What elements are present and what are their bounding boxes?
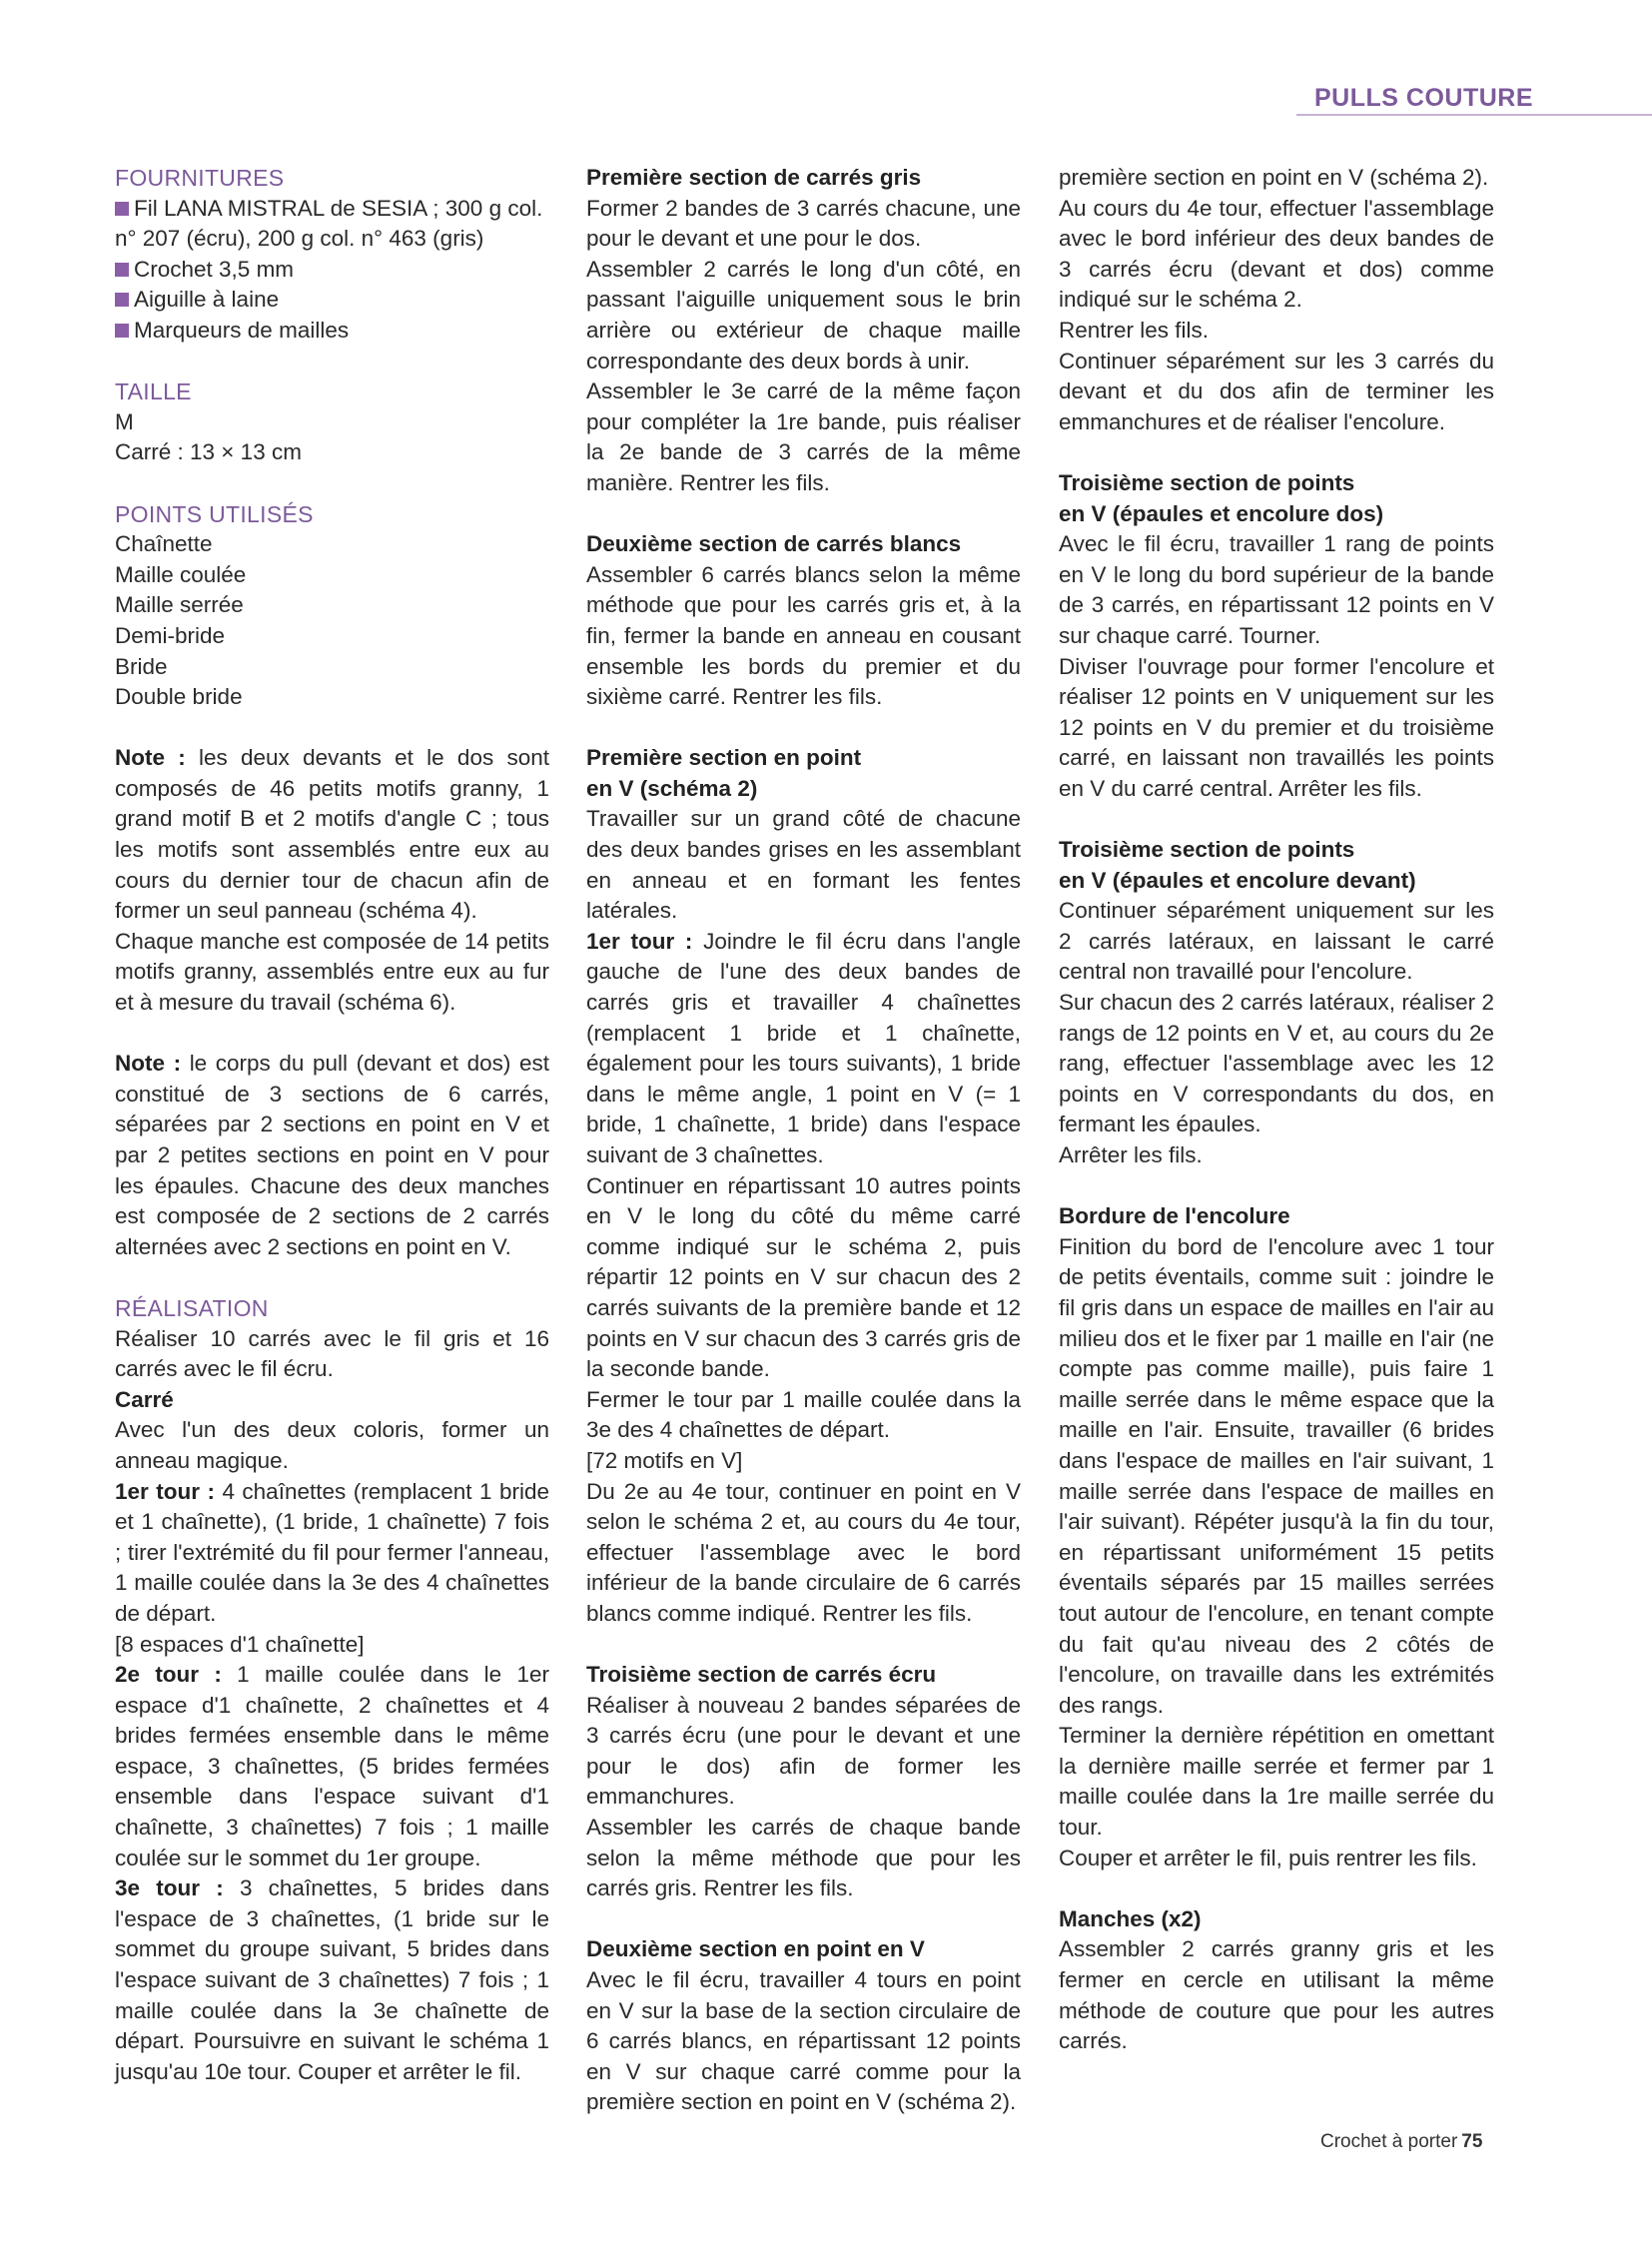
section-heading: en V (épaules et encolure devant) [1059,867,1416,893]
square-bullet-icon [115,202,129,216]
column-3 [1059,163,1494,2057]
tour-text: 1 maille coulée dans le 1er espace d'1 chaînette, 2 chaînettes et 4 brides fermées ensemble dans le même espace, 3 chaînettes, (5 brides fermées ensemble dans l'espace suivant d'1 chaînette, 3 chaînettes) 7 fois ; 1 maille coulée sur le sommet du 1er groupe. [115,1662,549,1870]
paragraph: Assembler les carrés de chaque bande selon la même méthode que pour les carrés gris. Rentrer les fils. [586,1815,1021,1901]
paragraph: Assembler 2 carrés granny gris et les fermer en cercle en utilisant la même méthode de couture que pour les autres carrés. [1059,1936,1494,2054]
point-item: Bride [115,653,168,679]
paragraph: Continuer en répartissant 10 autres points en V le long du côté du même carré comme indiqué sur le schéma 2, puis répartir 12 points en V sur chacun des 2 carrés suivants de la première bande et 12 points en V sur chacun des 3 carrés gris de la seconde bande. [586,1172,1021,1382]
paragraph: Arrêter les fils. [1059,1142,1203,1167]
paragraph: Continuer séparément sur les 3 carrés du devant et du dos afin de terminer les emmanchures et de réaliser l'encolure. [1059,348,1494,434]
tour-text: 3 chaînettes, 5 brides dans l'espace de 3 chaînettes, (1 bride sur le sommet du groupe suivant, 5 brides dans l'espace suivant de 3 chaînettes) 7 fois ; 1 maille coulée dans la 3e chaînette de départ. Poursuivre en suivant le schéma 1 jusqu'au 10e tour. Couper et arrêter le fil. [115,1875,549,2084]
paragraph: Sur chacun des 2 carrés latéraux, réaliser 2 rangs de 12 points en V et, au cours du 2e rang, effectuer l'assemblage avec les 12 points en V correspondants du dos, en fermant les épaules. [1059,990,1494,1137]
premiere-gris-section [586,163,1021,499]
section-heading: en V (épaules et encolure dos) [1059,500,1384,526]
section-heading: Troisième section de carrés écru [586,1662,937,1688]
paragraph: Travailler sur un grand côté de chacune des deux bandes grises en les assemblant en anneau et en formant les fentes latérales. [586,806,1021,924]
header-rule [1296,114,1652,116]
deuxieme-v-section-continued [1059,163,1494,437]
paragraph: Diviser l'ouvrage pour former l'encolure et réaliser 12 points en V uniquement sur les 12 points en V du premier et du troisième carré, en laissant non travaillés les points en V du carré central. Arrêter les fils. [1059,653,1494,801]
realisation-title: RÉALISATION [115,1294,269,1321]
count: [72 motifs en V] [586,1447,743,1473]
paragraph: Avec le fil écru, travailler 4 tours en point en V sur la base de la section circulaire de 6 carrés blancs, en répartissant 12 points en V sur chaque carré comme pour la première section en point en V (schéma 2). [586,1967,1021,2115]
paragraph: Du 2e au 4e tour, continuer en point en V selon le schéma 2 et, au cours du 4e tour, effectuer l'assemblage avec le bord inférieur de la bande circulaire de 6 carrés blancs comme indiqué. Rentrer les fils. [586,1478,1021,1626]
paragraph: Terminer la dernière répétition en omettant la dernière maille serrée et fermer par 1 maille coulée dans la 1re maille serrée du tour. [1059,1723,1494,1841]
paragraph: Former 2 bandes de 3 carrés chacune, une pour le devant et une pour le dos. [586,195,1021,252]
page-number: 75 [1461,2131,1483,2152]
fournitures-title: FOURNITURES [115,165,285,191]
tour-label: 2e tour : [115,1662,222,1688]
paragraph: Continuer séparément uniquement sur les 2 carrés latéraux, en laissant le carré central non travaillé pour l'encolure. [1059,898,1494,985]
paragraph: Au cours du 4e tour, effectuer l'assemblage avec le bord inférieur des deux bandes de 3 carrés écru (devant et dos) comme indiqué sur le schéma 2. [1059,195,1494,313]
bordure-section [1059,1201,1494,1873]
carre-title: Carré [115,1386,174,1412]
deuxieme-v-section-start [586,1934,1021,2115]
section-header: PULLS COUTURE [1314,84,1533,112]
taille-line: M [115,408,134,434]
point-item: Double bride [115,684,243,710]
fourniture-item: Marqueurs de mailles [115,316,549,347]
paragraph: Avec le fil écru, travailler 1 rang de points en V le long du bord supérieur de la bande de 3 carrés, en répartissant 12 points en V sur chaque carré. Tourner. [1059,531,1494,648]
square-bullet-icon [115,293,129,307]
note-label: Note : [115,745,186,771]
section-heading: Troisième section de points [1059,469,1355,495]
tour-label: 1er tour : [586,928,693,954]
point-item: Demi-bride [115,622,226,648]
paragraph: Rentrer les fils. [1059,317,1210,343]
paragraph-continued: première section en point en V (schéma 2). [1059,165,1489,190]
manches-section [1059,1904,1494,2057]
fourniture-item: Crochet 3,5 mm [115,255,549,286]
carre-intro: Avec l'un des deux coloris, former un anneau magique. [115,1417,549,1473]
paragraph: Assembler 2 carrés le long d'un côté, en passant l'aiguille uniquement sous le brin arrière ou extérieur de chaque maille correspondante des deux bords à unir. [586,256,1021,374]
square-bullet-icon [115,263,129,277]
premiere-v-section [586,743,1021,1629]
section-heading: Deuxième section en point en V [586,1936,925,1962]
paragraph: Réaliser à nouveau 2 bandes séparées de 3 carrés écru (une pour le devant et une pour le dos) afin de former les emmanchures. [586,1692,1021,1810]
section-heading: Bordure de l'encolure [1059,1203,1290,1229]
tour-text: Joindre le fil écru dans l'angle gauche de l'une des deux bandes de carrés gris et travailler 4 chaînettes (remplacent 1 bride et 1 chaînette, également pour les tours suivants), 1 bride dans le même angle, 1 point en V (= 1 bride, 1 chaînette, 1 bride) dans l'espace suivant de 3 chaînettes. [586,928,1021,1167]
point-item: Maille serrée [115,592,244,618]
fourniture-item: Fil LANA MISTRAL de SESIA ; 300 g col. n° 207 (écru), 200 g col. n° 463 (gris) [115,195,543,252]
note-2 [115,1049,549,1262]
fournitures-section [115,163,549,347]
points-section [115,499,549,713]
paragraph: Finition du bord de l'encolure avec 1 tour de petits éventails, comme suit : joindre le fil gris dans un espace de mailles en l'air au milieu dos et le fixer par 1 maille en l'air (ne compte pas comme maille), puis faire 1 maille serrée dans le même espace que la maille en l'air. Ensuite, travailler (6 brides dans l'espace de mailles en l'air suivant, 1 maille serrée dans l'espace de mailles en l'air suivant). Répéter jusqu'à la fin du tour, en répartissant uniformément 15 petits éventails séparés par 15 mailles serrées tout autour de l'encolure, en tenant compte du fait qu'au niveau des 2 côtés de l'encolure, on travaille dans les extrémités des rangs. [1059,1233,1494,1718]
section-heading: Troisième section de points [1059,837,1355,863]
fourniture-item: Aiguille à laine [115,285,549,316]
paragraph: Fermer le tour par 1 maille coulée dans la 3e des 4 chaînettes de départ. [586,1386,1021,1443]
points-title: POINTS UTILISÉS [115,500,314,527]
tour-label: 3e tour : [115,1875,224,1901]
troisieme-v-dos-section [1059,468,1494,805]
point-item: Chaînette [115,531,213,557]
square-bullet-icon [115,324,129,338]
section-heading: Première section en point [586,745,862,771]
realisation-intro: Réaliser 10 carrés avec le fil gris et 16 carrés avec le fil écru. [115,1325,549,1382]
note-text-2: Chaque manche est composée de 14 petits motifs granny, assemblés entre eux au fur et à mesure du travail (schéma 6). [115,928,549,1016]
note-1 [115,743,549,1018]
column-2 [586,163,1021,2115]
realisation-section [115,1293,549,2087]
taille-line: Carré : 13 × 13 cm [115,439,302,465]
section-heading: Manches (x2) [1059,1905,1202,1931]
note-text: les deux devants et le dos sont composés de 46 petits motifs granny, 1 grand motif B et 2 motifs d'angle C ; tous les motifs sont assemblés entre eux au cours du dernier tour de chacun afin de former un seul panneau (schéma 4). [115,745,549,924]
tour-count: [8 espaces d'1 chaînette] [115,1631,365,1657]
taille-section [115,376,549,468]
section-heading: Première section de carrés gris [586,165,922,190]
tour-text: 4 chaînettes (remplacent 1 bride et 1 chaînette), (1 bride, 1 chaînette) 7 fois ; tirer l'extrémité du fil pour fermer l'anneau, 1 maille coulée dans la 3e des 4 chaînettes de départ. [115,1478,549,1626]
paragraph: Assembler 6 carrés blancs selon la même méthode que pour les carrés gris et, à la fin, fermer la bande en anneau en cousant ensemble les bords du premier et du sixième carré. Rentrer les fils. [586,561,1021,710]
paragraph: Couper et arrêter le fil, puis rentrer les fils. [1059,1845,1477,1870]
section-heading: en V (schéma 2) [586,775,758,801]
note-text: le corps du pull (devant et dos) est constitué de 3 sections de 6 carrés, séparées par 2 sections en point en V et par 2 petites sections en point en V pour les épaules. Chacune des deux manches est composée de 2 sections de 2 carrés alternées avec 2 sections en point en V. [115,1051,549,1259]
paragraph: Assembler le 3e carré de la même façon pour compléter la 1re bande, puis réaliser la 2e bande de 3 carrés de la même manière. Rentrer les fils. [586,378,1021,495]
page-footer [1320,2131,1482,2153]
point-item: Maille coulée [115,561,247,587]
troisieme-ecru-section [586,1660,1021,1904]
note-label: Note : [115,1051,182,1077]
troisieme-v-devant-section [1059,835,1494,1171]
column-1 [115,163,549,2087]
taille-title: TAILLE [115,378,192,405]
deuxieme-blancs-section [586,529,1021,713]
magazine-name: Crochet à porter [1320,2131,1458,2152]
tour-label: 1er tour : [115,1478,215,1504]
section-heading: Deuxième section de carrés blancs [586,531,962,557]
